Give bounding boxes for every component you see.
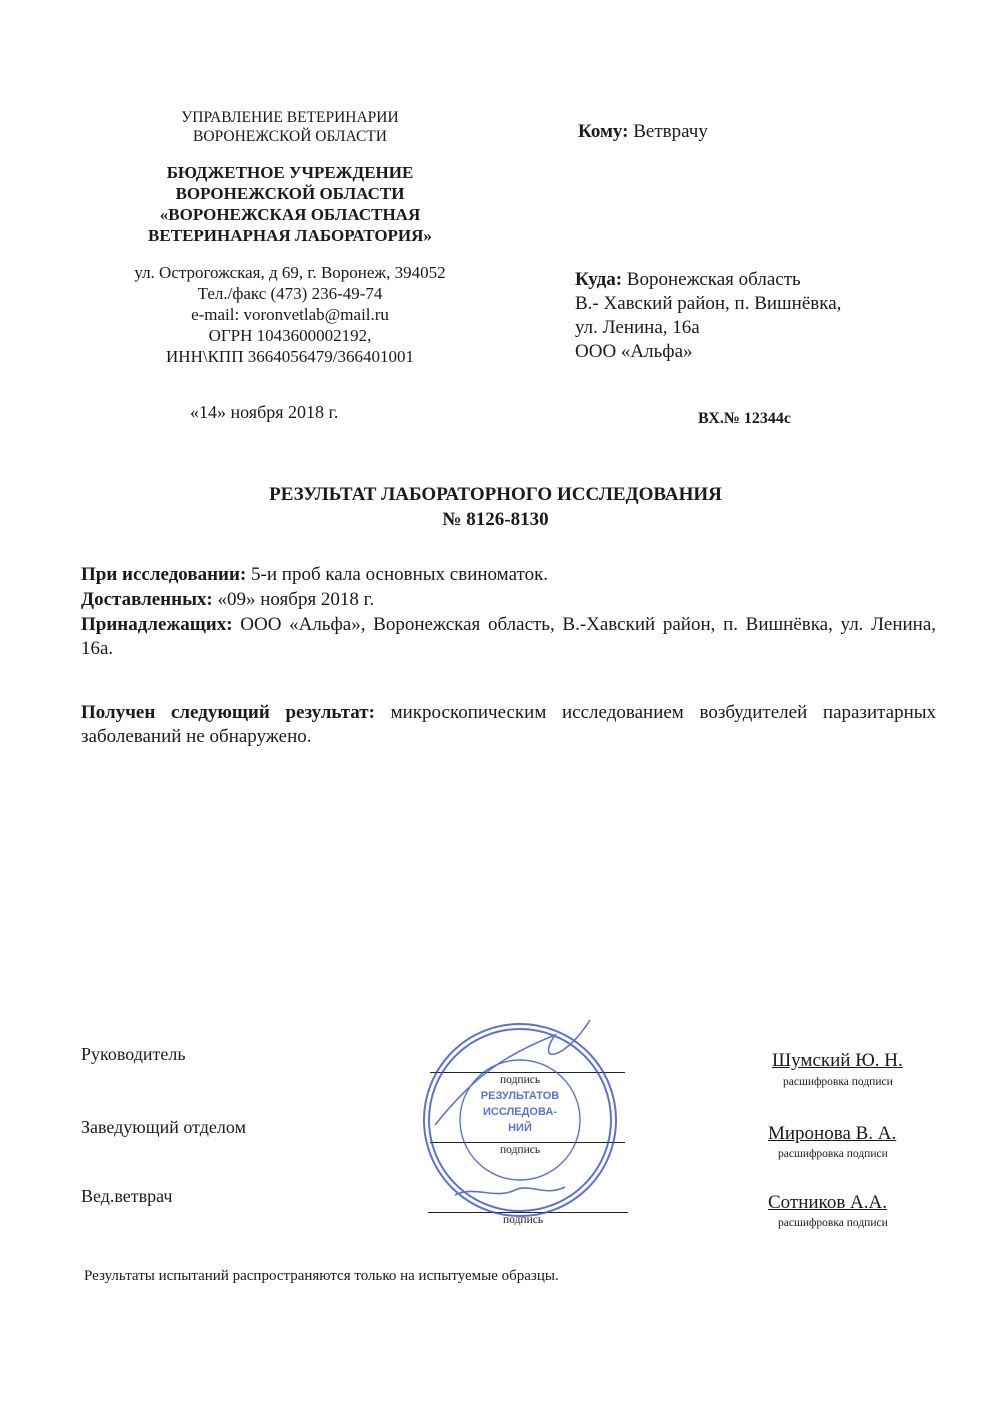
email-line: e-mail: voronvetlab@mail.ru: [191, 305, 389, 324]
research-line: [81, 563, 936, 587]
stamp-text-line: ИССЛЕДОВА-: [483, 1106, 557, 1118]
result-line: [81, 701, 936, 749]
document-date: «14» ноября 2018 г.: [190, 402, 339, 422]
signature-role: Вед.ветврач: [81, 1186, 173, 1206]
footer-note: Результаты испытаний распространяются только на испытуемые образцы.: [84, 1268, 559, 1284]
signer-name: Сотников А.А.: [768, 1192, 887, 1213]
ministry-name: [140, 108, 440, 146]
signer-name: Миронова В. А.: [768, 1123, 897, 1144]
recipient-label: Кому:: [578, 121, 629, 142]
incoming-number: ВХ.№ 12344с: [698, 410, 792, 427]
owner-line: [81, 613, 936, 661]
address-line: ул. Острогожская, д 69, г. Воронеж, 394052: [134, 263, 446, 282]
signature-role: Руководитель: [81, 1044, 186, 1064]
ministry-line: ВОРОНЕЖСКОЙ ОБЛАСТИ: [193, 128, 387, 145]
destination-line: В.- Хавский район, п. Вишнёвка,: [575, 293, 842, 314]
stamp-text-line: НИЙ: [508, 1122, 532, 1134]
recipient-value: Ветврачу: [633, 121, 708, 142]
destination-first-line: Воронежская область: [626, 269, 801, 290]
result-value: микроскопическим исследованием возбудителей паразитарных заболеваний не обнаружено.: [81, 702, 937, 747]
org-line: БЮДЖЕТНОЕ УЧРЕЖДЕНИЕ: [166, 163, 414, 182]
inn-line: ИНН\КПП 3664056479/366401001: [166, 347, 414, 366]
title-line: РЕЗУЛЬТАТ ЛАБОРАТОРНОГО ИССЛЕДОВАНИЯ: [269, 484, 722, 505]
org-line: ВЕТЕРИНАРНАЯ ЛАБОРАТОРИЯ»: [148, 226, 432, 245]
document-title: [0, 482, 991, 532]
org-line: «ВОРОНЕЖСКАЯ ОБЛАСТНАЯ: [159, 205, 421, 224]
research-label: При исследовании:: [81, 564, 247, 585]
phone-line: Тел./факс (473) 236-49-74: [197, 284, 383, 303]
name-caption: расшифровка подписи: [783, 1076, 893, 1088]
title-number: № 8126-8130: [442, 509, 549, 530]
official-stamp: [415, 1015, 625, 1225]
name-caption: расшифровка подписи: [778, 1148, 888, 1160]
org-line: ВОРОНЕЖСКОЙ ОБЛАСТИ: [175, 184, 405, 203]
destination-line: ул. Ленина, 16а: [575, 317, 700, 338]
recipient: [578, 121, 708, 143]
organization-name: [120, 162, 460, 246]
ogrn-line: ОГРН 1043600002192,: [208, 326, 372, 345]
organization-contacts: [100, 262, 480, 367]
signature-caption: подпись: [503, 1214, 544, 1226]
destination: [575, 268, 935, 364]
signer-name: Шумский Ю. Н.: [772, 1050, 903, 1071]
ministry-line: УПРАВЛЕНИЕ ВЕТЕРИНАРИИ: [181, 109, 399, 126]
stamp-text-line: РЕЗУЛЬТАТОВ: [480, 1090, 560, 1102]
result-label: Получен следующий результат:: [81, 702, 375, 723]
owner-value: ООО «Альфа», Воронежская область, В.-Хавский район, п. Вишнёвка, ул. Ленина, 16а.: [81, 614, 937, 659]
destination-label: Куда:: [575, 269, 623, 290]
delivered-line: [81, 588, 936, 612]
name-caption: расшифровка подписи: [778, 1217, 888, 1229]
research-value: 5-и проб кала основных свиноматок.: [251, 564, 549, 585]
signature-role: Заведующий отделом: [81, 1117, 246, 1137]
signature-caption: подпись: [500, 1144, 541, 1156]
destination-line: ООО «Альфа»: [575, 341, 693, 362]
delivered-label: Доставленных:: [81, 589, 213, 610]
signature-caption: подпись: [500, 1074, 541, 1086]
owner-label: Принадлежащих:: [81, 614, 233, 635]
delivered-value: «09» ноября 2018 г.: [217, 589, 375, 610]
